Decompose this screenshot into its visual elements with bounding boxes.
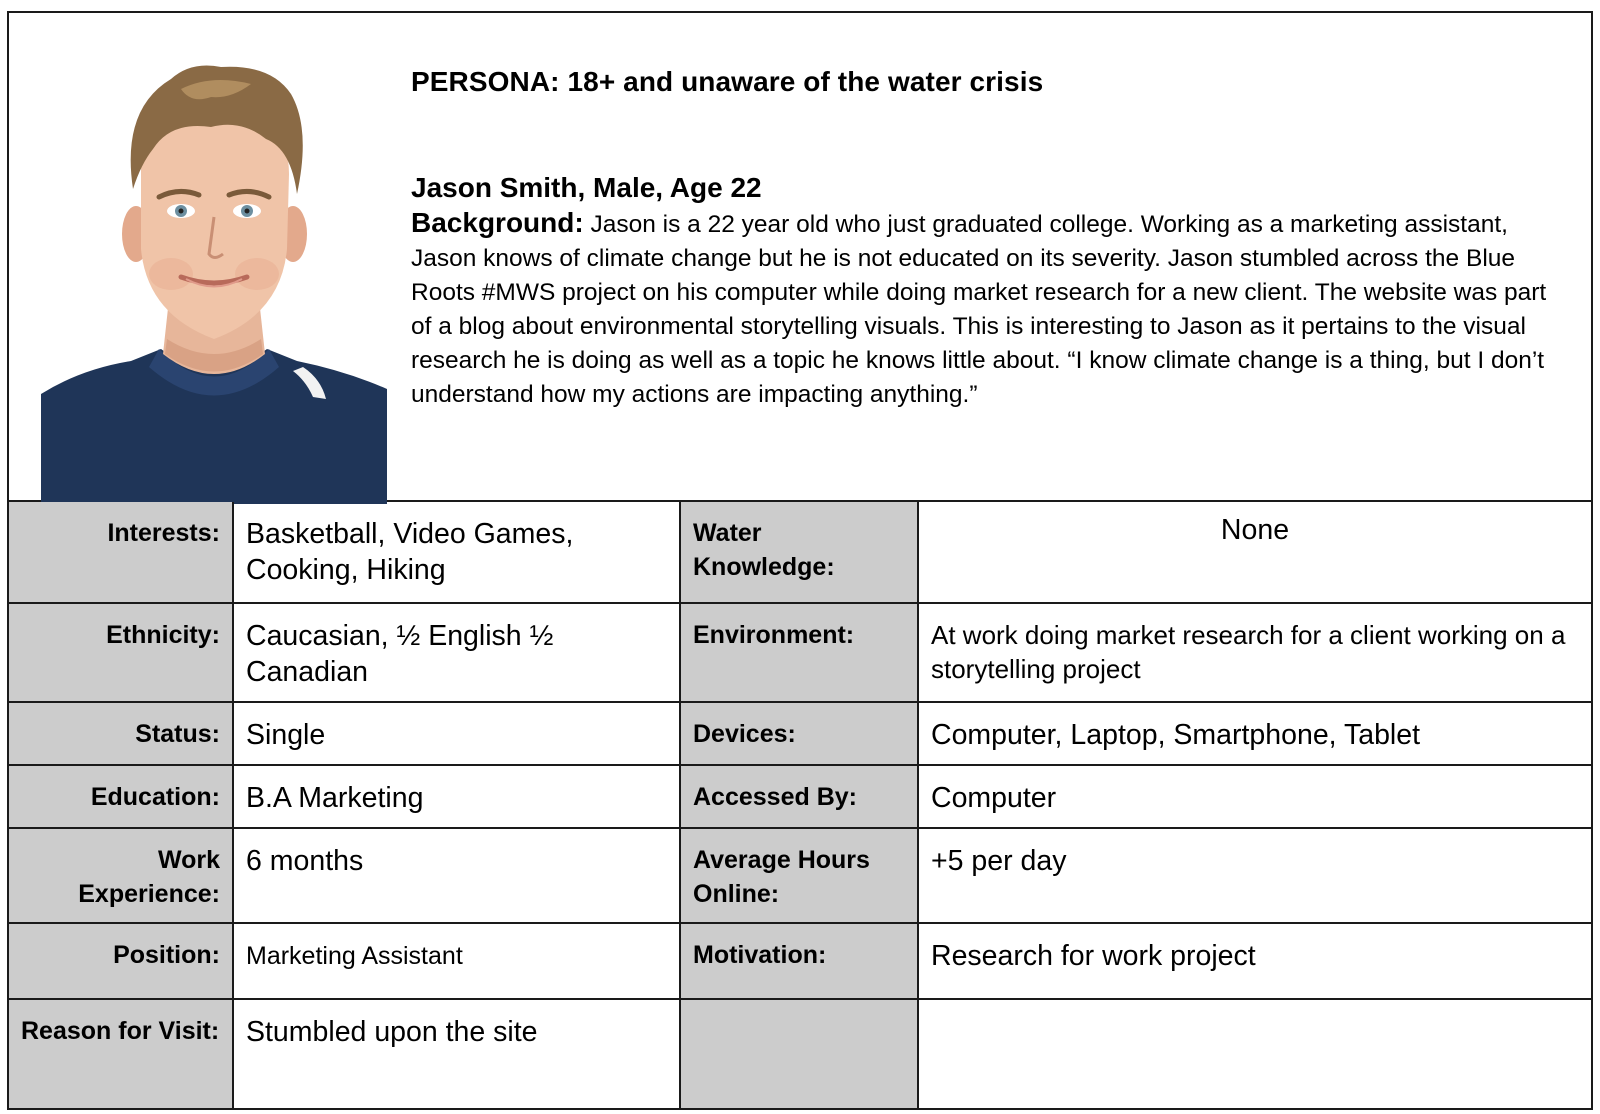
water-knowledge-value: None: [918, 502, 1591, 603]
table-row: [9, 502, 1591, 603]
motivation-label: Motivation:: [680, 923, 918, 999]
education-value: B.A Marketing: [233, 765, 680, 828]
motivation-value: Research for work project: [918, 923, 1591, 999]
interests-value: Basketball, Video Games, Cooking, Hiking: [233, 502, 680, 603]
work-experience-label: Work Experience:: [9, 828, 233, 923]
reason-for-visit-value: Stumbled upon the site: [233, 999, 680, 1108]
work-experience-value: 6 months: [233, 828, 680, 923]
persona-card: [7, 11, 1593, 1110]
position-label: Position:: [9, 923, 233, 999]
background-label: Background:: [411, 207, 584, 238]
table-row: [9, 765, 1591, 828]
position-value: Marketing Assistant: [233, 923, 680, 999]
devices-label: Devices:: [680, 702, 918, 765]
devices-value: Computer, Laptop, Smartphone, Tablet: [918, 702, 1591, 765]
average-hours-online-label: Average Hours Online:: [680, 828, 918, 923]
background-paragraph: [411, 206, 1571, 412]
ethnicity-label: Ethnicity:: [9, 603, 233, 702]
person-name: Jason Smith, Male, Age 22: [411, 172, 762, 203]
environment-value: At work doing market research for a client working on a storytelling project: [918, 603, 1591, 702]
table-row: [9, 828, 1591, 923]
accessed-by-label: Accessed By:: [680, 765, 918, 828]
environment-label: Environment:: [680, 603, 918, 702]
water-knowledge-label: Water Knowledge:: [680, 502, 918, 603]
portrait-photo: [41, 49, 387, 504]
empty-label-cell: [680, 999, 918, 1108]
background-text: Jason is a 22 year old who just graduated college. Working as a marketing assistant, Jason knows of climate change but he is not educated on its severity. Jason stumbled across the Blue Roots #MWS project on his computer while doing market research for a new client. The website was part of a blog about environmental storytelling visuals. This is interesting to Jason as it pertains to the visual research he is doing as well as a topic he knows little about. “I know climate change is a thing, but I don’t understand how my actions are impacting anything.”: [411, 211, 1547, 408]
table-row: [9, 702, 1591, 765]
status-label: Status:: [9, 702, 233, 765]
reason-for-visit-label: Reason for Visit:: [9, 999, 233, 1108]
interests-label: Interests:: [9, 502, 233, 603]
education-label: Education:: [9, 765, 233, 828]
empty-value-cell: [918, 999, 1591, 1108]
persona-attributes-table: [9, 502, 1591, 1108]
table-row: [9, 923, 1591, 999]
ethnicity-value: Caucasian, ½ English ½ Canadian: [233, 603, 680, 702]
average-hours-online-value: +5 per day: [918, 828, 1591, 923]
persona-title: PERSONA: 18+ and unaware of the water crisis: [411, 66, 1044, 97]
accessed-by-value: Computer: [918, 765, 1591, 828]
status-value: Single: [233, 702, 680, 765]
table-row: [9, 603, 1591, 702]
persona-header: [9, 13, 1591, 502]
table-row: [9, 999, 1591, 1108]
